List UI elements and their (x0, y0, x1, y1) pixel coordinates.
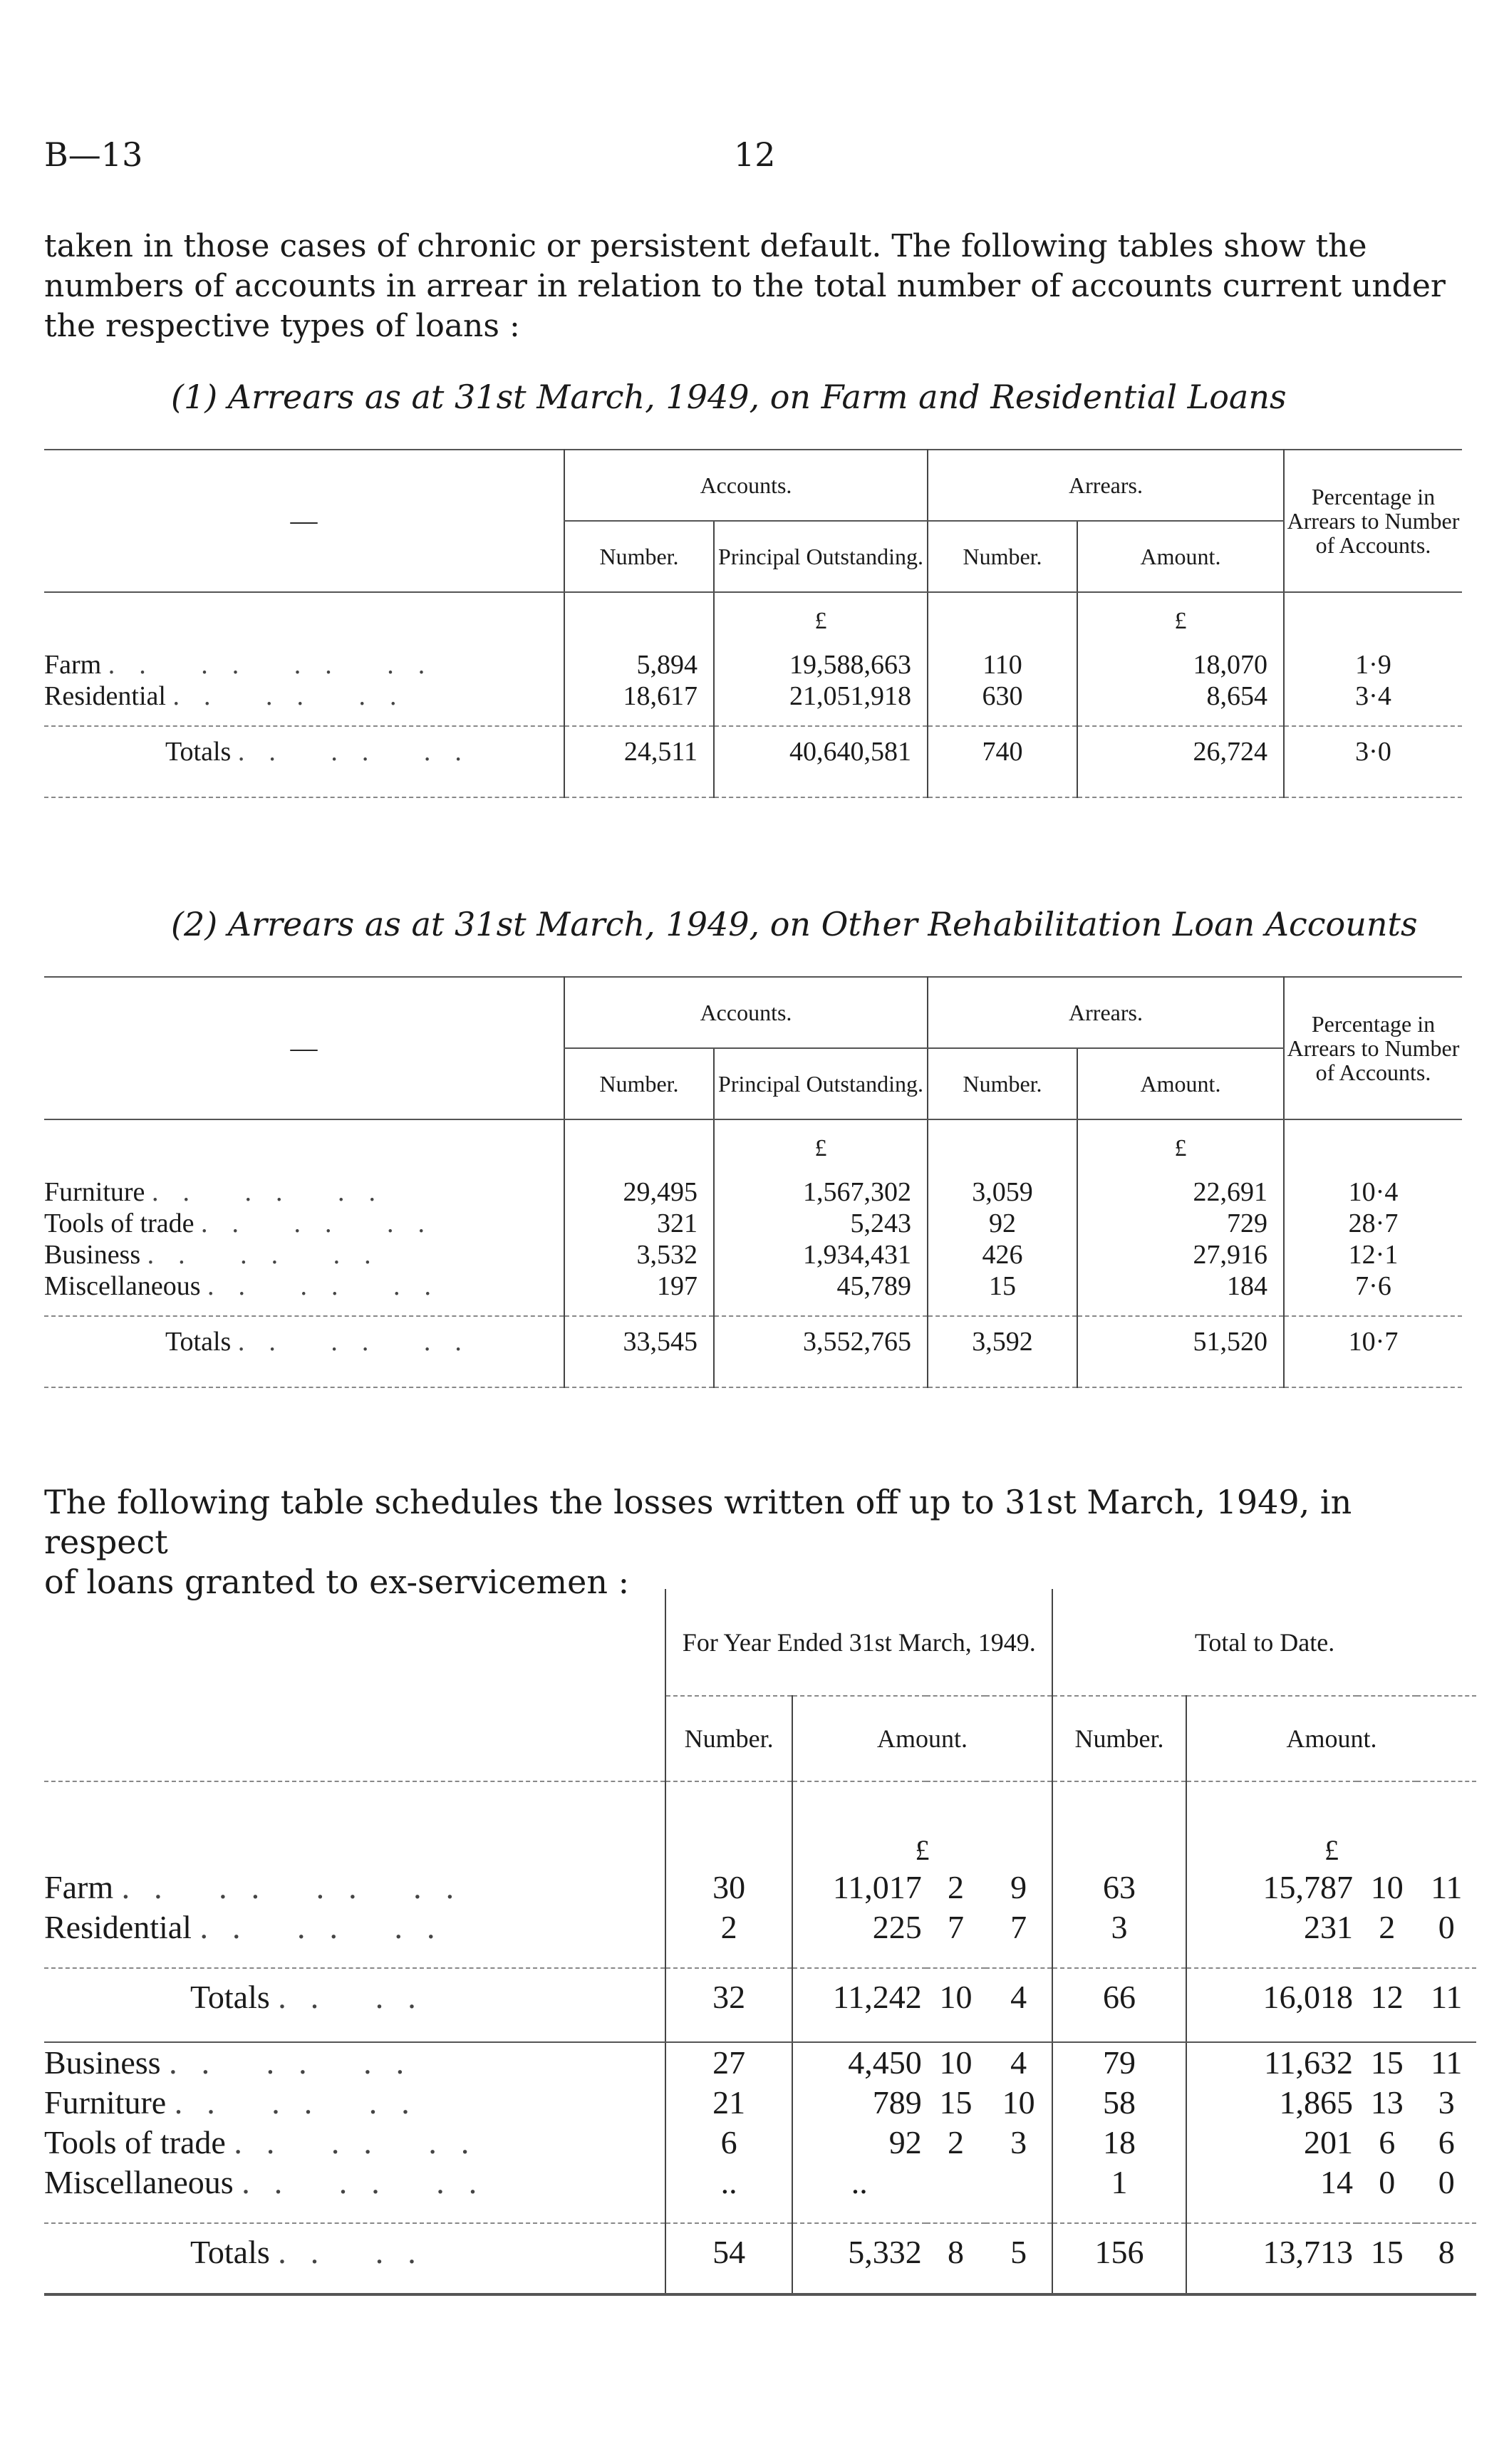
page-number: 12 (734, 135, 776, 174)
table2-arrears-number-header: Number. (928, 1048, 1077, 1119)
year-pounds: .. (792, 2162, 926, 2202)
total-shillings: 0 (1379, 2163, 1396, 2200)
cell-principal: 1,567,302 (714, 1176, 928, 1208)
cell-percentage: 1·9 (1284, 649, 1462, 680)
table1-principal-header: Principal Outstanding. (714, 521, 928, 592)
table1-caption: (1) Arrears as at 31st March, 1949, on Farm and Residential Loans (171, 378, 1287, 416)
year-pence: 10 (1002, 2083, 1035, 2121)
cell-amount: 18,070 (1077, 649, 1284, 680)
row-label: Furniture (44, 1177, 145, 1207)
cell-arrears-number: 110 (928, 649, 1077, 680)
table-row: Tools of trade .. .. .. 6 92 2 3 18 201 6 6 (44, 2122, 1476, 2162)
row-label: Tools of trade (44, 2123, 226, 2160)
table1-number-header: Number. (564, 521, 714, 592)
cell-arrears-number: 426 (928, 1239, 1077, 1270)
totals-row: Totals .. .. .. 24,511 40,640,581 740 26,724 3·0 (44, 726, 1462, 776)
year-pounds: 225 (792, 1907, 926, 1947)
year-number: 32 (665, 1968, 792, 2025)
total-number: 58 (1052, 2082, 1186, 2122)
table-row: Furniture .. .. .. 21 789 15 10 58 1,865 13 3 (44, 2082, 1476, 2122)
total-amount: 51,520 (1077, 1316, 1284, 1366)
intro-line: taken in those cases of chronic or persistent default. The following tables show the (44, 228, 1367, 264)
table-row: Farm .. .. .. .. 30 11,017 2 9 63 15,787 10 11 (44, 1867, 1476, 1907)
cell-number: 18,617 (564, 680, 714, 712)
table-row: Business .. .. .. 27 4,450 10 4 79 11,632 15 11 (44, 2042, 1476, 2082)
totals-row: Totals .. .. .. 33,545 3,552,765 3,592 51,520 10·7 (44, 1316, 1462, 1366)
cell-number: 321 (564, 1208, 714, 1239)
table-row: Tools of trade .. .. .. 321 5,243 92 729 28·7 (44, 1208, 1462, 1239)
totals-row: Totals .. .. 54 5,332 8 5 156 13,713 15 8 (44, 2223, 1476, 2280)
year-number: .. (665, 2162, 792, 2202)
cell-arrears-number: 3,059 (928, 1176, 1077, 1208)
row-label: Furniture (44, 2083, 167, 2121)
year-pence (985, 2162, 1052, 2202)
total-pounds: 11,632 (1186, 2042, 1357, 2082)
table1-amount-header: Amount. (1077, 521, 1284, 592)
total-pence: 0 (1438, 1908, 1455, 1945)
total-amount-header: Amount. (1186, 1696, 1476, 1781)
pound-sign: £ (714, 592, 928, 649)
totals-label: Totals (165, 1326, 232, 1357)
table1-accounts-header: Accounts. (564, 450, 928, 521)
cell-percentage: 28·7 (1284, 1208, 1462, 1239)
cell-principal: 1,934,431 (714, 1239, 928, 1270)
table1-arrears-header: Arrears. (928, 450, 1284, 521)
cell-number: 5,894 (564, 649, 714, 680)
total-pence: 3 (1438, 2083, 1455, 2121)
total-pence: 0 (1438, 2163, 1455, 2200)
year-pence: 4 (1010, 1979, 1027, 2015)
total-number: 33,545 (564, 1316, 714, 1366)
year-pounds: 4,450 (792, 2042, 926, 2082)
total-shillings: 10 (1370, 1868, 1404, 1905)
year-number: 21 (665, 2082, 792, 2122)
row-label: Tools of trade (44, 1208, 195, 1238)
row-label: Miscellaneous (44, 2163, 234, 2200)
year-shillings: 2 (947, 1868, 964, 1905)
cell-principal: 19,588,663 (714, 649, 928, 680)
total-arrears-number: 740 (928, 726, 1077, 776)
cell-percentage: 3·4 (1284, 680, 1462, 712)
intro-line: numbers of accounts in arrear in relation to the total number of accounts current under (44, 268, 1446, 304)
pound-sign: £ (1077, 1119, 1284, 1176)
table2-number-header: Number. (564, 1048, 714, 1119)
total-number: 63 (1052, 1867, 1186, 1907)
total-pence: 11 (1431, 2044, 1463, 2081)
table2-accounts-header: Accounts. (564, 977, 928, 1048)
total-percentage: 3·0 (1284, 726, 1462, 776)
totals-row: Totals .. .. 32 11,242 10 4 66 16,018 12 11 (44, 1968, 1476, 2025)
table2-caption: (2) Arrears as at 31st March, 1949, on Other Rehabilitation Loan Accounts (171, 905, 1418, 943)
losses-written-off-table (44, 1589, 1476, 2296)
year-pounds: 11,242 (792, 1968, 926, 2025)
year-header: For Year Ended 31st March, 1949. (665, 1589, 1052, 1696)
table1-percentage-header: Percentage in Arrears to Number of Accounts. (1284, 450, 1462, 592)
cell-amount: 27,916 (1077, 1239, 1284, 1270)
total-pounds: 231 (1186, 1907, 1357, 1947)
row-label: Residential (44, 1908, 192, 1945)
pound-sign: £ (1186, 1781, 1476, 1867)
losses-intro-line: of loans granted to ex-servicemen : (44, 1563, 630, 1601)
total-shillings: 6 (1379, 2123, 1396, 2160)
total-number: 156 (1052, 2223, 1186, 2280)
intro-paragraph (44, 227, 1469, 346)
other-rehabilitation-arrears-table (44, 976, 1462, 1388)
year-pounds: 11,017 (792, 1867, 926, 1907)
table2-principal-header: Principal Outstanding. (714, 1048, 928, 1119)
year-shillings (926, 2162, 985, 2202)
total-arrears-number: 3,592 (928, 1316, 1077, 1366)
table2-arrears-header: Arrears. (928, 977, 1284, 1048)
cell-number: 3,532 (564, 1239, 714, 1270)
row-label: Miscellaneous (44, 1271, 201, 1301)
table-row: Miscellaneous .. .. .. 197 45,789 15 184 7·6 (44, 1270, 1462, 1302)
total-shillings: 12 (1370, 1979, 1404, 2015)
table-row: Residential .. .. .. 18,617 21,051,918 630 8,654 3·4 (44, 680, 1462, 712)
page-reference: B—13 (44, 135, 143, 174)
total-shillings: 15 (1370, 2234, 1404, 2270)
table-row: Furniture .. .. .. 29,495 1,567,302 3,059 22,691 10·4 (44, 1176, 1462, 1208)
cell-number: 29,495 (564, 1176, 714, 1208)
totals-label: Totals (165, 736, 232, 767)
year-number: 2 (665, 1907, 792, 1947)
row-label: Business (44, 2044, 161, 2081)
year-shillings: 2 (947, 2123, 964, 2160)
totals-label: Totals (190, 2234, 270, 2270)
year-pence: 7 (1010, 1908, 1027, 1945)
year-pounds: 789 (792, 2082, 926, 2122)
cell-principal: 21,051,918 (714, 680, 928, 712)
year-shillings: 8 (947, 2234, 964, 2270)
total-principal: 40,640,581 (714, 726, 928, 776)
total-number: 18 (1052, 2122, 1186, 2162)
total-pounds: 16,018 (1186, 1968, 1357, 2025)
year-shillings: 15 (939, 2083, 973, 2121)
year-pounds: 5,332 (792, 2223, 926, 2280)
table-row: Farm .. .. .. .. 5,894 19,588,663 110 18,070 1·9 (44, 649, 1462, 680)
cell-principal: 45,789 (714, 1270, 928, 1302)
cell-arrears-number: 92 (928, 1208, 1077, 1239)
pound-sign: £ (714, 1119, 928, 1176)
total-number-header: Number. (1052, 1696, 1186, 1781)
pound-sign: £ (1077, 592, 1284, 649)
cell-percentage: 7·6 (1284, 1270, 1462, 1302)
total-amount: 26,724 (1077, 726, 1284, 776)
intro-line: the respective types of loans : (44, 308, 520, 344)
cell-amount: 8,654 (1077, 680, 1284, 712)
total-pounds: 1,865 (1186, 2082, 1357, 2122)
year-pence: 9 (1010, 1868, 1027, 1905)
year-pounds: 92 (792, 2122, 926, 2162)
total-shillings: 15 (1370, 2044, 1404, 2081)
year-shillings: 10 (939, 1979, 973, 2015)
table-row: Miscellaneous .. .. .. .. .. 1 14 0 0 (44, 2162, 1476, 2202)
total-shillings: 13 (1370, 2083, 1404, 2121)
year-amount-header: Amount. (792, 1696, 1052, 1781)
cell-amount: 22,691 (1077, 1176, 1284, 1208)
table-row: Residential .. .. .. 2 225 7 7 3 231 2 0 (44, 1907, 1476, 1947)
total-percentage: 10·7 (1284, 1316, 1462, 1366)
total-shillings: 2 (1379, 1908, 1396, 1945)
table1-arrears-number-header: Number. (928, 521, 1077, 592)
row-label: Residential (44, 681, 166, 711)
year-number: 30 (665, 1867, 792, 1907)
total-number: 3 (1052, 1907, 1186, 1947)
total-pence: 11 (1431, 1868, 1463, 1905)
cell-arrears-number: 15 (928, 1270, 1077, 1302)
farm-residential-arrears-table (44, 449, 1462, 798)
total-pounds: 13,713 (1186, 2223, 1357, 2280)
year-shillings: 10 (939, 2044, 973, 2081)
cell-amount: 184 (1077, 1270, 1284, 1302)
total-number: 1 (1052, 2162, 1186, 2202)
year-number: 27 (665, 2042, 792, 2082)
table1-stub-header: — (44, 450, 564, 592)
year-number-header: Number. (665, 1696, 792, 1781)
year-shillings: 7 (947, 1908, 964, 1945)
row-label: Business (44, 1240, 141, 1270)
losses-intro-line: The following table schedules the losses written off up to 31st March, 1949, in respect (44, 1483, 1352, 1561)
year-number: 6 (665, 2122, 792, 2162)
cell-arrears-number: 630 (928, 680, 1077, 712)
year-pence: 4 (1010, 2044, 1027, 2081)
year-number: 54 (665, 2223, 792, 2280)
table2-percentage-header: Percentage in Arrears to Number of Accounts. (1284, 977, 1462, 1119)
total-pence: 6 (1438, 2123, 1455, 2160)
total-pence: 8 (1438, 2234, 1455, 2270)
row-label: Farm (44, 650, 102, 680)
pound-sign: £ (792, 1781, 1052, 1867)
total-pounds: 14 (1186, 2162, 1357, 2202)
total-number: 24,511 (564, 726, 714, 776)
cell-amount: 729 (1077, 1208, 1284, 1239)
cell-number: 197 (564, 1270, 714, 1302)
row-label: Farm (44, 1868, 114, 1905)
totals-label: Totals (190, 1979, 270, 2015)
total-to-date-header: Total to Date. (1052, 1589, 1476, 1696)
cell-percentage: 12·1 (1284, 1239, 1462, 1270)
table2-amount-header: Amount. (1077, 1048, 1284, 1119)
total-principal: 3,552,765 (714, 1316, 928, 1366)
year-pence: 5 (1010, 2234, 1027, 2270)
total-pounds: 15,787 (1186, 1867, 1357, 1907)
total-pounds: 201 (1186, 2122, 1357, 2162)
year-pence: 3 (1010, 2123, 1027, 2160)
total-number: 66 (1052, 1968, 1186, 2025)
total-number: 79 (1052, 2042, 1186, 2082)
cell-percentage: 10·4 (1284, 1176, 1462, 1208)
table-row: Business .. .. .. 3,532 1,934,431 426 27,916 12·1 (44, 1239, 1462, 1270)
cell-principal: 5,243 (714, 1208, 928, 1239)
table2-stub-header: — (44, 977, 564, 1119)
total-pence: 11 (1431, 1979, 1463, 2015)
losses-intro-paragraph (44, 1482, 1469, 1602)
